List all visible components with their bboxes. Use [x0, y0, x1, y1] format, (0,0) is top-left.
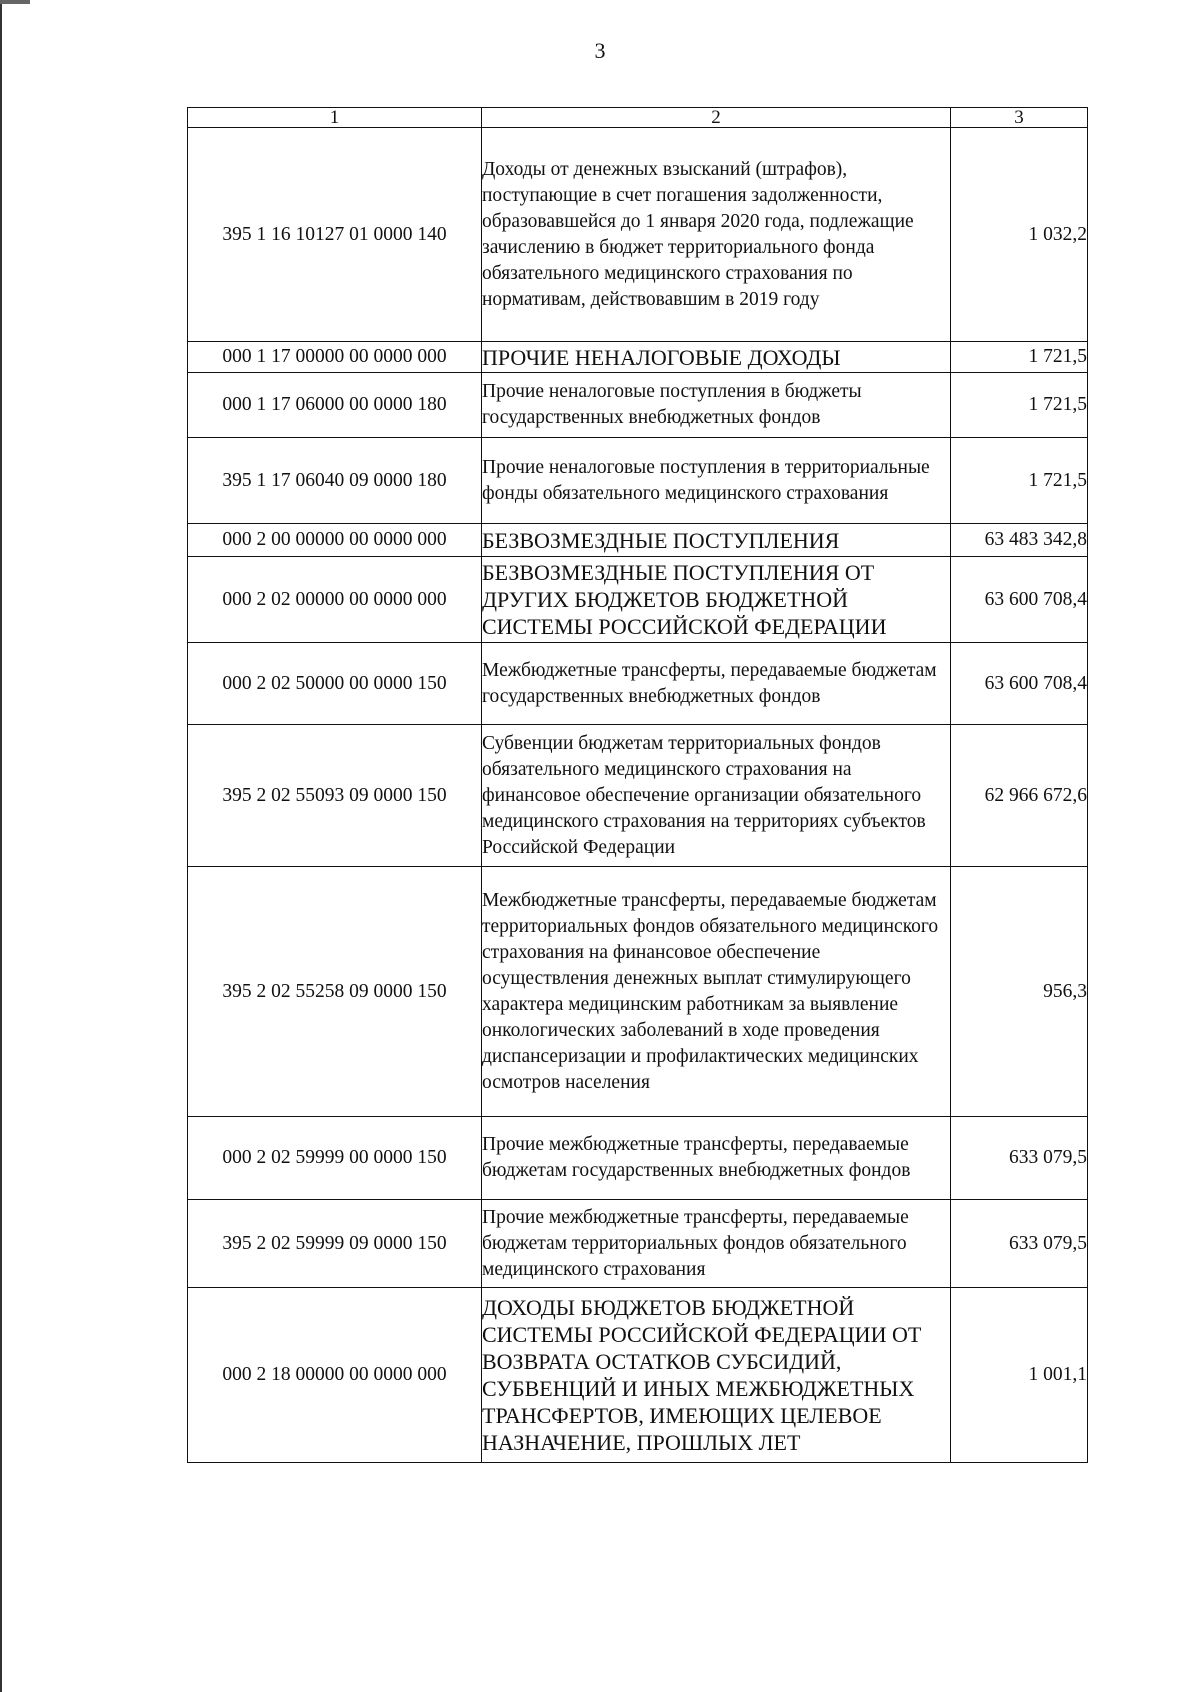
row-code: 395 2 02 55258 09 0000 150: [188, 867, 482, 1117]
table-row: [188, 438, 1088, 524]
row-amount: 1 721,5: [951, 373, 1088, 438]
row-amount: 1 721,5: [951, 438, 1088, 524]
row-name: Межбюджетные трансферты, передаваемые бюджетам государственных внебюджетных фондов: [482, 643, 951, 725]
row-code: 395 2 02 55093 09 0000 150: [188, 725, 482, 867]
table-row: [188, 1200, 1088, 1288]
table-row: [188, 725, 1088, 867]
header-col-1: 1: [188, 108, 482, 128]
row-code: 000 1 17 06000 00 0000 180: [188, 373, 482, 438]
row-name: Межбюджетные трансферты, передаваемые бюджетам территориальных фондов обязательного медицинского страхования на финансовое обеспечение осуществления денежных выплат стимулирующего характера медицинским работникам за выявление онкологических заболеваний в ходе проведения диспансеризации и профилактических медицинских осмотров населения: [482, 867, 951, 1117]
row-code: 395 1 17 06040 09 0000 180: [188, 438, 482, 524]
row-name: Субвенции бюджетам территориальных фондов обязательного медицинского страхования на финансовое обеспечение организации обязательного медицинского страхования на территориях субъектов Российской Федерации: [482, 725, 951, 867]
row-name: Прочие межбюджетные трансферты, передаваемые бюджетам территориальных фондов обязательного медицинского страхования: [482, 1200, 951, 1288]
header-col-3: 3: [951, 108, 1088, 128]
page-number: 3: [594, 38, 606, 63]
row-amount: 1 001,1: [951, 1288, 1088, 1463]
row-amount: 63 600 708,4: [951, 643, 1088, 725]
row-amount: 633 079,5: [951, 1117, 1088, 1200]
row-code: 000 2 18 00000 00 0000 000: [188, 1288, 482, 1463]
row-amount: 63 600 708,4: [951, 557, 1088, 643]
row-name: ПРОЧИЕ НЕНАЛОГОВЫЕ ДОХОДЫ: [482, 342, 951, 373]
row-name: БЕЗВОЗМЕЗДНЫЕ ПОСТУПЛЕНИЯ ОТ ДРУГИХ БЮДЖЕТОВ БЮДЖЕТНОЙ СИСТЕМЫ РОССИЙСКОЙ ФЕДЕРАЦИИ: [482, 557, 951, 643]
table-row: [188, 643, 1088, 725]
row-amount: 63 483 342,8: [951, 524, 1088, 557]
table-row: [188, 867, 1088, 1117]
row-code: 000 2 02 59999 00 0000 150: [188, 1117, 482, 1200]
scan-edge: [0, 0, 2, 1692]
row-amount: 956,3: [951, 867, 1088, 1117]
row-code: 000 2 02 50000 00 0000 150: [188, 643, 482, 725]
row-amount: 633 079,5: [951, 1200, 1088, 1288]
row-amount: 1 721,5: [951, 342, 1088, 373]
row-code: 000 1 17 00000 00 0000 000: [188, 342, 482, 373]
row-amount: 62 966 672,6: [951, 725, 1088, 867]
row-name: БЕЗВОЗМЕЗДНЫЕ ПОСТУПЛЕНИЯ: [482, 524, 951, 557]
row-name: Прочие неналоговые поступления в бюджеты государственных внебюджетных фондов: [482, 373, 951, 438]
row-amount: 1 032,2: [951, 128, 1088, 342]
scan-mark: [0, 0, 30, 4]
table-row: [188, 128, 1088, 342]
row-name: Доходы от денежных взысканий (штрафов), поступающие в счет погашения задолженности, образовавшейся до 1 января 2020 года, подлежащие зачислению в бюджет территориального фонда обязательного медицинского страхования по нормативам, действовавшим в 2019 году: [482, 128, 951, 342]
header-col-2: 2: [482, 108, 951, 128]
row-name: ДОХОДЫ БЮДЖЕТОВ БЮДЖЕТНОЙ СИСТЕМЫ РОССИЙСКОЙ ФЕДЕРАЦИИ ОТ ВОЗВРАТА ОСТАТКОВ СУБСИДИЙ, СУБВЕНЦИЙ И ИНЫХ МЕЖБЮДЖЕТНЫХ ТРАНСФЕРТОВ, ИМЕЮЩИХ ЦЕЛЕВОЕ НАЗНАЧЕНИЕ, ПРОШЛЫХ ЛЕТ: [482, 1288, 951, 1463]
row-code: 395 1 16 10127 01 0000 140: [188, 128, 482, 342]
header-row: [188, 108, 1088, 128]
table-row: [188, 1288, 1088, 1463]
row-code: 000 2 02 00000 00 0000 000: [188, 557, 482, 643]
budget-table: [187, 107, 1088, 1463]
table-row: [188, 557, 1088, 643]
table-row: [188, 524, 1088, 557]
row-name: Прочие неналоговые поступления в территориальные фонды обязательного медицинского страхования: [482, 438, 951, 524]
table-row: [188, 1117, 1088, 1200]
row-name: Прочие межбюджетные трансферты, передаваемые бюджетам государственных внебюджетных фондов: [482, 1117, 951, 1200]
row-code: 395 2 02 59999 09 0000 150: [188, 1200, 482, 1288]
table-row: [188, 373, 1088, 438]
table-row: [188, 342, 1088, 373]
row-code: 000 2 00 00000 00 0000 000: [188, 524, 482, 557]
